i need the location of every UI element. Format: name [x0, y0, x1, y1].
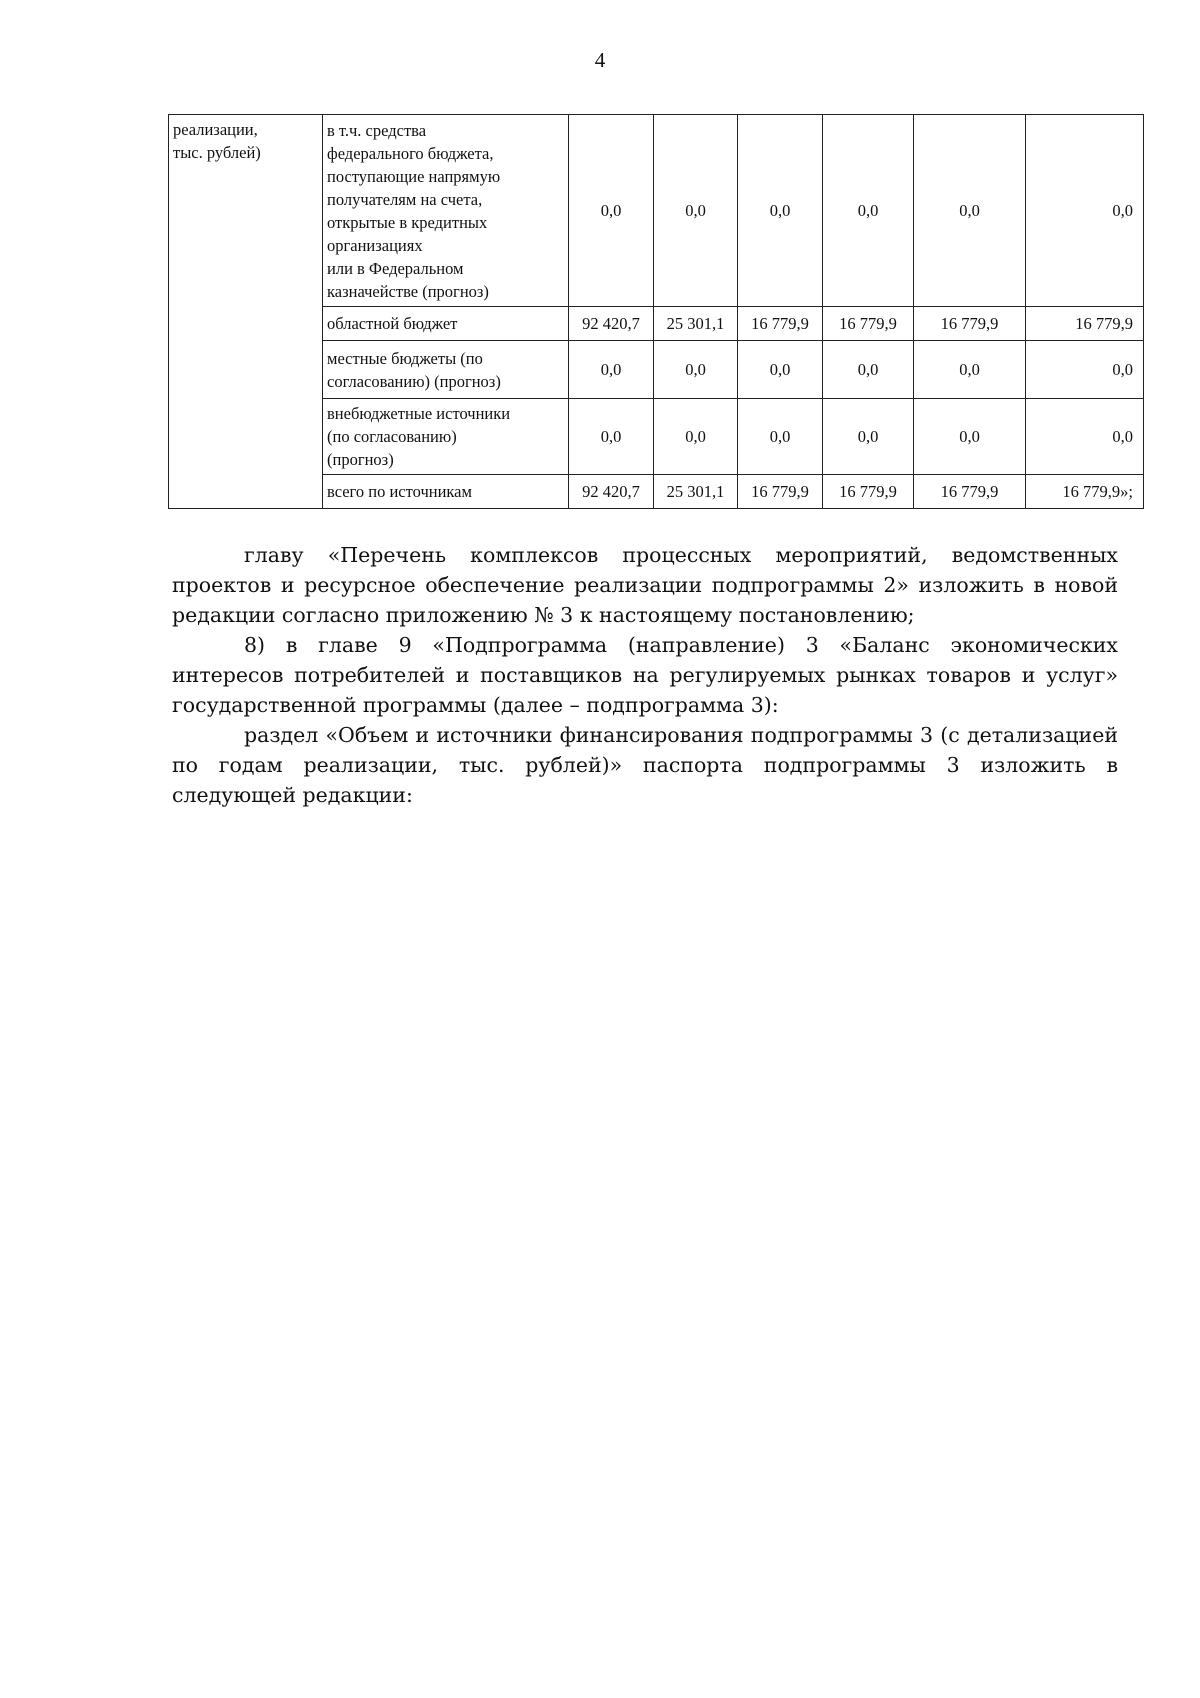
amount-cell: 0,0	[654, 115, 738, 307]
amount-cell: 0,0	[654, 341, 738, 399]
amount-cell: 0,0	[1026, 399, 1144, 475]
funding-table	[168, 114, 1144, 509]
amount-cell: 92 420,7	[569, 475, 654, 509]
body-text	[172, 540, 1118, 810]
amount-cell: 16 779,9	[823, 307, 914, 341]
amount-cell: 0,0	[823, 399, 914, 475]
amount-cell: 0,0	[569, 341, 654, 399]
amount-cell: 16 779,9	[914, 475, 1026, 509]
amount-cell: 0,0	[823, 115, 914, 307]
funding-source-label: в т.ч. средства федерального бюджета, поступающие напрямую получателям на счета, открытые в кредитных организациях или в Федеральном казначействе (прогноз)	[327, 120, 501, 301]
amount-cell: 0,0	[914, 341, 1026, 399]
amount-cell: 0,0	[738, 341, 823, 399]
parameter-label: реализации, тыс. рублей)	[173, 120, 261, 162]
paragraph-item-8: 8) в главе 9 «Подпрограмма (направление) 3 «Баланс экономических интересов потребителей и поставщиков на регулируемых рынках товаров и услуг» государственной программы (далее – подпрограмма 3):	[172, 633, 1118, 717]
funding-source-cell	[323, 475, 569, 509]
amount-cell: 16 779,9	[1026, 307, 1144, 341]
amount-cell: 16 779,9	[738, 307, 823, 341]
amount-cell: 25 301,1	[654, 307, 738, 341]
amount-cell: 25 301,1	[654, 475, 738, 509]
funding-source-cell	[323, 399, 569, 475]
table-row	[169, 115, 1144, 307]
funding-source-label: местные бюджеты (по согласованию) (прогноз)	[327, 348, 501, 391]
amount-cell: 0,0	[1026, 115, 1144, 307]
amount-cell: 0,0	[914, 115, 1026, 307]
amount-cell: 16 779,9	[823, 475, 914, 509]
parameter-label-cell	[169, 115, 323, 509]
amount-cell: 16 779,9	[914, 307, 1026, 341]
paragraph-section-redaction: раздел «Объем и источники финансирования подпрограммы 3 (с детализацией по годам реализации, тыс. рублей)» паспорта подпрограммы 3 изложить в следующей редакции:	[172, 723, 1118, 807]
amount-cell: 0,0	[823, 341, 914, 399]
amount-cell: 0,0	[569, 399, 654, 475]
funding-source-cell	[323, 307, 569, 341]
amount-cell: 0,0	[654, 399, 738, 475]
amount-cell: 92 420,7	[569, 307, 654, 341]
amount-cell: 0,0	[1026, 341, 1144, 399]
funding-source-label: областной бюджет	[327, 314, 458, 333]
funding-source-cell	[323, 341, 569, 399]
amount-cell: 16 779,9	[738, 475, 823, 509]
amount-cell: 16 779,9»;	[1026, 475, 1144, 509]
paragraph-chapter-redaction: главу «Перечень комплексов процессных мероприятий, ведомственных проектов и ресурсное обеспечение реализации подпрограммы 2» изложить в новой редакции согласно приложению № 3 к настоящему постановлению;	[172, 543, 1118, 627]
funding-source-label: внебюджетные источники (по согласованию) (прогноз)	[327, 404, 511, 469]
amount-cell: 0,0	[914, 399, 1026, 475]
amount-cell: 0,0	[738, 115, 823, 307]
funding-source-label: всего по источникам	[327, 482, 472, 501]
amount-cell: 0,0	[569, 115, 654, 307]
funding-source-cell	[323, 115, 569, 307]
amount-cell: 0,0	[738, 399, 823, 475]
page-number: 4	[594, 48, 606, 72]
